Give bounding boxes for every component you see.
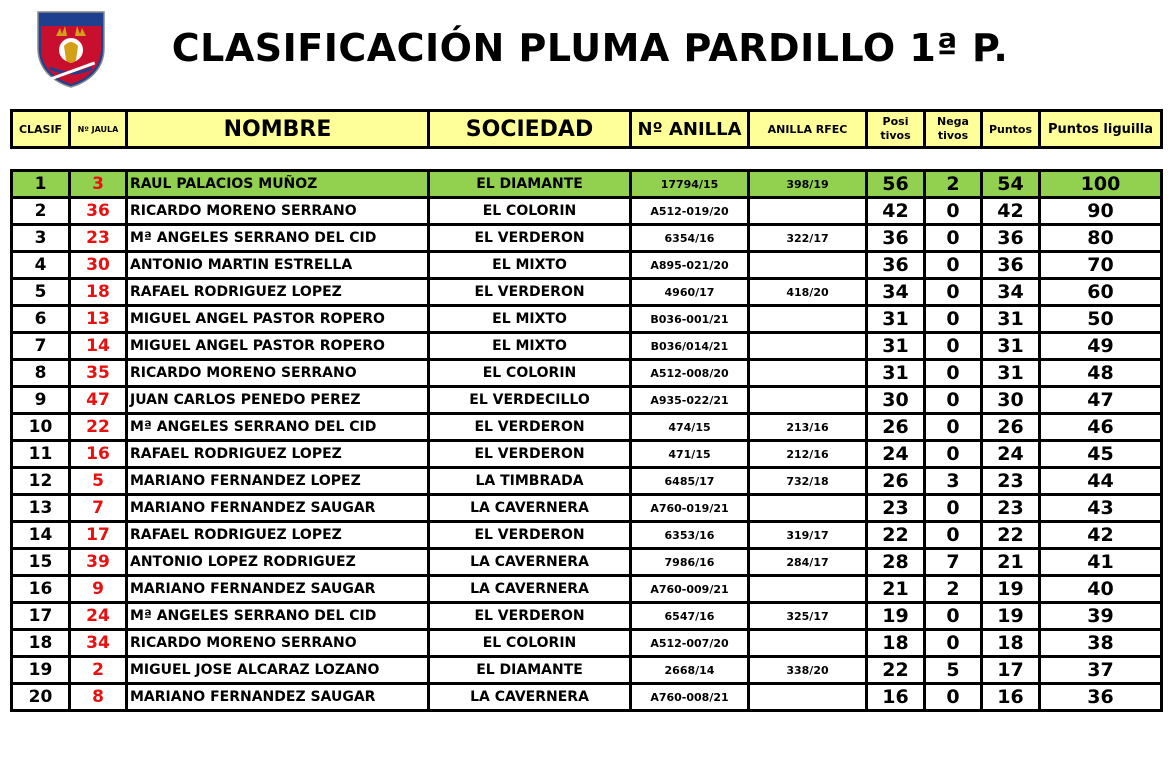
rank-cell: 5 bbox=[12, 279, 70, 306]
negatives-cell: 0 bbox=[925, 414, 982, 441]
table-row bbox=[12, 549, 1162, 576]
society-cell: EL COLORIN bbox=[429, 360, 631, 387]
name-cell: MIGUEL ANGEL PASTOR ROPERO bbox=[127, 306, 429, 333]
table-row bbox=[12, 468, 1162, 495]
positives-cell: 26 bbox=[867, 468, 925, 495]
rank-cell: 13 bbox=[12, 495, 70, 522]
negatives-cell: 0 bbox=[925, 333, 982, 360]
ring-rfec-cell: 398/19 bbox=[749, 171, 867, 198]
positives-cell: 36 bbox=[867, 252, 925, 279]
table-row bbox=[12, 333, 1162, 360]
ring-number-cell: 474/15 bbox=[631, 414, 749, 441]
positives-cell: 16 bbox=[867, 684, 925, 711]
name-cell: RAUL PALACIOS MUÑOZ bbox=[127, 171, 429, 198]
name-cell: Mª ANGELES SERRANO DEL CID bbox=[127, 603, 429, 630]
rank-cell: 6 bbox=[12, 306, 70, 333]
header-jaula: Nº JAULA bbox=[70, 111, 127, 148]
society-cell: EL MIXTO bbox=[429, 252, 631, 279]
league-points-cell: 70 bbox=[1040, 252, 1162, 279]
name-cell: Mª ANGELES SERRANO DEL CID bbox=[127, 414, 429, 441]
table-row bbox=[12, 225, 1162, 252]
rank-cell: 17 bbox=[12, 603, 70, 630]
rank-cell: 14 bbox=[12, 522, 70, 549]
negatives-cell: 0 bbox=[925, 252, 982, 279]
name-cell: ANTONIO LOPEZ RODRIGUEZ bbox=[127, 549, 429, 576]
ring-number-cell: 2668/14 bbox=[631, 657, 749, 684]
society-cell: LA CAVERNERA bbox=[429, 684, 631, 711]
cage-number-cell: 47 bbox=[70, 387, 127, 414]
points-cell: 31 bbox=[982, 333, 1040, 360]
ring-rfec-cell bbox=[749, 576, 867, 603]
name-cell: MARIANO FERNANDEZ SAUGAR bbox=[127, 576, 429, 603]
society-cell: LA TIMBRADA bbox=[429, 468, 631, 495]
league-points-cell: 48 bbox=[1040, 360, 1162, 387]
positives-cell: 34 bbox=[867, 279, 925, 306]
rank-cell: 18 bbox=[12, 630, 70, 657]
positives-cell: 19 bbox=[867, 603, 925, 630]
name-cell: RICARDO MORENO SERRANO bbox=[127, 360, 429, 387]
positives-cell: 31 bbox=[867, 360, 925, 387]
positives-cell: 26 bbox=[867, 414, 925, 441]
rank-cell: 12 bbox=[12, 468, 70, 495]
rank-cell: 16 bbox=[12, 576, 70, 603]
ring-rfec-cell bbox=[749, 333, 867, 360]
society-cell: EL MIXTO bbox=[429, 333, 631, 360]
points-cell: 42 bbox=[982, 198, 1040, 225]
ring-rfec-cell: 732/18 bbox=[749, 468, 867, 495]
table-row bbox=[12, 279, 1162, 306]
points-cell: 31 bbox=[982, 360, 1040, 387]
league-points-cell: 45 bbox=[1040, 441, 1162, 468]
ring-number-cell: A895-021/20 bbox=[631, 252, 749, 279]
negatives-cell: 2 bbox=[925, 171, 982, 198]
rank-cell: 15 bbox=[12, 549, 70, 576]
positives-cell: 21 bbox=[867, 576, 925, 603]
negatives-cell: 0 bbox=[925, 387, 982, 414]
cage-number-cell: 22 bbox=[70, 414, 127, 441]
name-cell: JUAN CARLOS PENEDO PEREZ bbox=[127, 387, 429, 414]
table-row bbox=[12, 171, 1162, 198]
league-points-cell: 49 bbox=[1040, 333, 1162, 360]
cage-number-cell: 24 bbox=[70, 603, 127, 630]
cage-number-cell: 36 bbox=[70, 198, 127, 225]
league-points-cell: 46 bbox=[1040, 414, 1162, 441]
league-points-cell: 40 bbox=[1040, 576, 1162, 603]
negatives-cell: 0 bbox=[925, 684, 982, 711]
positives-cell: 24 bbox=[867, 441, 925, 468]
rank-cell: 1 bbox=[12, 171, 70, 198]
header-positivos: Posi tivos bbox=[867, 111, 925, 148]
society-cell: EL VERDERON bbox=[429, 414, 631, 441]
page-title: CLASIFICACIÓN PLUMA PARDILLO 1ª P. bbox=[171, 26, 1009, 70]
cage-number-cell: 23 bbox=[70, 225, 127, 252]
ring-number-cell: 6354/16 bbox=[631, 225, 749, 252]
ring-number-cell: A512-008/20 bbox=[631, 360, 749, 387]
ring-number-cell: B036/014/21 bbox=[631, 333, 749, 360]
league-points-cell: 80 bbox=[1040, 225, 1162, 252]
name-cell: Mª ANGELES SERRANO DEL CID bbox=[127, 225, 429, 252]
league-points-cell: 47 bbox=[1040, 387, 1162, 414]
points-cell: 23 bbox=[982, 468, 1040, 495]
positives-cell: 56 bbox=[867, 171, 925, 198]
negatives-cell: 0 bbox=[925, 630, 982, 657]
ring-number-cell: 4960/17 bbox=[631, 279, 749, 306]
society-cell: EL MIXTO bbox=[429, 306, 631, 333]
ring-rfec-cell: 418/20 bbox=[749, 279, 867, 306]
negatives-cell: 0 bbox=[925, 522, 982, 549]
league-points-cell: 43 bbox=[1040, 495, 1162, 522]
society-cell: LA CAVERNERA bbox=[429, 576, 631, 603]
ring-number-cell: A760-009/21 bbox=[631, 576, 749, 603]
ring-rfec-cell bbox=[749, 306, 867, 333]
positives-cell: 22 bbox=[867, 522, 925, 549]
points-cell: 23 bbox=[982, 495, 1040, 522]
name-cell: RAFAEL RODRIGUEZ LOPEZ bbox=[127, 522, 429, 549]
cage-number-cell: 35 bbox=[70, 360, 127, 387]
points-cell: 19 bbox=[982, 576, 1040, 603]
cage-number-cell: 9 bbox=[70, 576, 127, 603]
ring-number-cell: A512-007/20 bbox=[631, 630, 749, 657]
header-clasif: CLASIF bbox=[12, 111, 70, 148]
table-row bbox=[12, 306, 1162, 333]
league-points-cell: 60 bbox=[1040, 279, 1162, 306]
federation-logo bbox=[36, 10, 106, 88]
ring-number-cell: A760-019/21 bbox=[631, 495, 749, 522]
cage-number-cell: 39 bbox=[70, 549, 127, 576]
header-spacer bbox=[12, 148, 1162, 171]
society-cell: EL VERDERON bbox=[429, 603, 631, 630]
table-row bbox=[12, 414, 1162, 441]
cage-number-cell: 16 bbox=[70, 441, 127, 468]
table-row bbox=[12, 387, 1162, 414]
ring-rfec-cell bbox=[749, 630, 867, 657]
points-cell: 19 bbox=[982, 603, 1040, 630]
rank-cell: 2 bbox=[12, 198, 70, 225]
points-cell: 36 bbox=[982, 252, 1040, 279]
cage-number-cell: 34 bbox=[70, 630, 127, 657]
name-cell: MIGUEL JOSE ALCARAZ LOZANO bbox=[127, 657, 429, 684]
points-cell: 22 bbox=[982, 522, 1040, 549]
points-cell: 30 bbox=[982, 387, 1040, 414]
table-row bbox=[12, 198, 1162, 225]
name-cell: RAFAEL RODRIGUEZ LOPEZ bbox=[127, 279, 429, 306]
positives-cell: 31 bbox=[867, 306, 925, 333]
classification-table bbox=[10, 109, 1163, 712]
positives-cell: 31 bbox=[867, 333, 925, 360]
rank-cell: 7 bbox=[12, 333, 70, 360]
ring-number-cell: 6485/17 bbox=[631, 468, 749, 495]
header-sociedad: SOCIEDAD bbox=[429, 111, 631, 148]
society-cell: EL VERDERON bbox=[429, 225, 631, 252]
table-row bbox=[12, 441, 1162, 468]
header-negativos: Nega tivos bbox=[925, 111, 982, 148]
ring-rfec-cell: 284/17 bbox=[749, 549, 867, 576]
cage-number-cell: 18 bbox=[70, 279, 127, 306]
negatives-cell: 0 bbox=[925, 198, 982, 225]
negatives-cell: 3 bbox=[925, 468, 982, 495]
header-anilla: Nº ANILLA bbox=[631, 111, 749, 148]
society-cell: LA CAVERNERA bbox=[429, 495, 631, 522]
ring-rfec-cell: 322/17 bbox=[749, 225, 867, 252]
table-row bbox=[12, 576, 1162, 603]
cage-number-cell: 30 bbox=[70, 252, 127, 279]
ring-number-cell: 17794/15 bbox=[631, 171, 749, 198]
rank-cell: 3 bbox=[12, 225, 70, 252]
cage-number-cell: 7 bbox=[70, 495, 127, 522]
league-points-cell: 90 bbox=[1040, 198, 1162, 225]
ring-number-cell: B036-001/21 bbox=[631, 306, 749, 333]
society-cell: LA CAVERNERA bbox=[429, 549, 631, 576]
cage-number-cell: 13 bbox=[70, 306, 127, 333]
league-points-cell: 37 bbox=[1040, 657, 1162, 684]
ring-number-cell: 6353/16 bbox=[631, 522, 749, 549]
negatives-cell: 0 bbox=[925, 495, 982, 522]
ring-rfec-cell: 212/16 bbox=[749, 441, 867, 468]
name-cell: RICARDO MORENO SERRANO bbox=[127, 630, 429, 657]
league-points-cell: 50 bbox=[1040, 306, 1162, 333]
points-cell: 17 bbox=[982, 657, 1040, 684]
rank-cell: 4 bbox=[12, 252, 70, 279]
league-points-cell: 44 bbox=[1040, 468, 1162, 495]
ring-rfec-cell: 338/20 bbox=[749, 657, 867, 684]
table-header-row bbox=[12, 111, 1162, 148]
society-cell: EL VERDECILLO bbox=[429, 387, 631, 414]
name-cell: MARIANO FERNANDEZ SAUGAR bbox=[127, 495, 429, 522]
ring-rfec-cell: 325/17 bbox=[749, 603, 867, 630]
society-cell: EL COLORIN bbox=[429, 630, 631, 657]
league-points-cell: 38 bbox=[1040, 630, 1162, 657]
name-cell: RAFAEL RODRIGUEZ LOPEZ bbox=[127, 441, 429, 468]
points-cell: 31 bbox=[982, 306, 1040, 333]
table-row bbox=[12, 603, 1162, 630]
table-row bbox=[12, 252, 1162, 279]
header-anilla-rfec: ANILLA RFEC bbox=[749, 111, 867, 148]
cage-number-cell: 17 bbox=[70, 522, 127, 549]
negatives-cell: 7 bbox=[925, 549, 982, 576]
ring-number-cell: 7986/16 bbox=[631, 549, 749, 576]
header-puntos: Puntos bbox=[982, 111, 1040, 148]
header-puntos-liguilla: Puntos liguilla bbox=[1040, 111, 1162, 148]
cage-number-cell: 5 bbox=[70, 468, 127, 495]
points-cell: 16 bbox=[982, 684, 1040, 711]
name-cell: RICARDO MORENO SERRANO bbox=[127, 198, 429, 225]
negatives-cell: 2 bbox=[925, 576, 982, 603]
society-cell: EL VERDERON bbox=[429, 441, 631, 468]
society-cell: EL VERDERON bbox=[429, 279, 631, 306]
ring-number-cell: A935-022/21 bbox=[631, 387, 749, 414]
table-row bbox=[12, 522, 1162, 549]
points-cell: 26 bbox=[982, 414, 1040, 441]
positives-cell: 22 bbox=[867, 657, 925, 684]
society-cell: EL VERDERON bbox=[429, 522, 631, 549]
points-cell: 21 bbox=[982, 549, 1040, 576]
negatives-cell: 0 bbox=[925, 441, 982, 468]
league-points-cell: 100 bbox=[1040, 171, 1162, 198]
ring-number-cell: A512-019/20 bbox=[631, 198, 749, 225]
ring-rfec-cell bbox=[749, 387, 867, 414]
points-cell: 54 bbox=[982, 171, 1040, 198]
points-cell: 18 bbox=[982, 630, 1040, 657]
points-cell: 34 bbox=[982, 279, 1040, 306]
table-row bbox=[12, 684, 1162, 711]
negatives-cell: 0 bbox=[925, 603, 982, 630]
positives-cell: 23 bbox=[867, 495, 925, 522]
ring-number-cell: 6547/16 bbox=[631, 603, 749, 630]
ring-rfec-cell: 213/16 bbox=[749, 414, 867, 441]
points-cell: 24 bbox=[982, 441, 1040, 468]
rank-cell: 19 bbox=[12, 657, 70, 684]
cage-number-cell: 8 bbox=[70, 684, 127, 711]
ring-rfec-cell bbox=[749, 198, 867, 225]
society-cell: EL DIAMANTE bbox=[429, 657, 631, 684]
ring-rfec-cell: 319/17 bbox=[749, 522, 867, 549]
name-cell: MIGUEL ANGEL PASTOR ROPERO bbox=[127, 333, 429, 360]
society-cell: EL COLORIN bbox=[429, 198, 631, 225]
negatives-cell: 0 bbox=[925, 279, 982, 306]
table-row bbox=[12, 495, 1162, 522]
rank-cell: 10 bbox=[12, 414, 70, 441]
society-cell: EL DIAMANTE bbox=[429, 171, 631, 198]
negatives-cell: 0 bbox=[925, 360, 982, 387]
negatives-cell: 0 bbox=[925, 225, 982, 252]
league-points-cell: 41 bbox=[1040, 549, 1162, 576]
deer-shield-logo-icon bbox=[36, 10, 106, 88]
rank-cell: 9 bbox=[12, 387, 70, 414]
negatives-cell: 5 bbox=[925, 657, 982, 684]
name-cell: MARIANO FERNANDEZ LOPEZ bbox=[127, 468, 429, 495]
table-row bbox=[12, 657, 1162, 684]
ring-rfec-cell bbox=[749, 252, 867, 279]
positives-cell: 30 bbox=[867, 387, 925, 414]
league-points-cell: 36 bbox=[1040, 684, 1162, 711]
table-row bbox=[12, 630, 1162, 657]
cage-number-cell: 3 bbox=[70, 171, 127, 198]
table-row bbox=[12, 360, 1162, 387]
ring-number-cell: A760-008/21 bbox=[631, 684, 749, 711]
positives-cell: 28 bbox=[867, 549, 925, 576]
cage-number-cell: 14 bbox=[70, 333, 127, 360]
ring-rfec-cell bbox=[749, 684, 867, 711]
league-points-cell: 42 bbox=[1040, 522, 1162, 549]
league-points-cell: 39 bbox=[1040, 603, 1162, 630]
cage-number-cell: 2 bbox=[70, 657, 127, 684]
header-nombre: NOMBRE bbox=[127, 111, 429, 148]
ring-rfec-cell bbox=[749, 495, 867, 522]
negatives-cell: 0 bbox=[925, 306, 982, 333]
positives-cell: 18 bbox=[867, 630, 925, 657]
name-cell: MARIANO FERNANDEZ SAUGAR bbox=[127, 684, 429, 711]
positives-cell: 36 bbox=[867, 225, 925, 252]
rank-cell: 11 bbox=[12, 441, 70, 468]
points-cell: 36 bbox=[982, 225, 1040, 252]
ring-rfec-cell bbox=[749, 360, 867, 387]
name-cell: ANTONIO MARTIN ESTRELLA bbox=[127, 252, 429, 279]
positives-cell: 42 bbox=[867, 198, 925, 225]
ring-number-cell: 471/15 bbox=[631, 441, 749, 468]
rank-cell: 20 bbox=[12, 684, 70, 711]
rank-cell: 8 bbox=[12, 360, 70, 387]
